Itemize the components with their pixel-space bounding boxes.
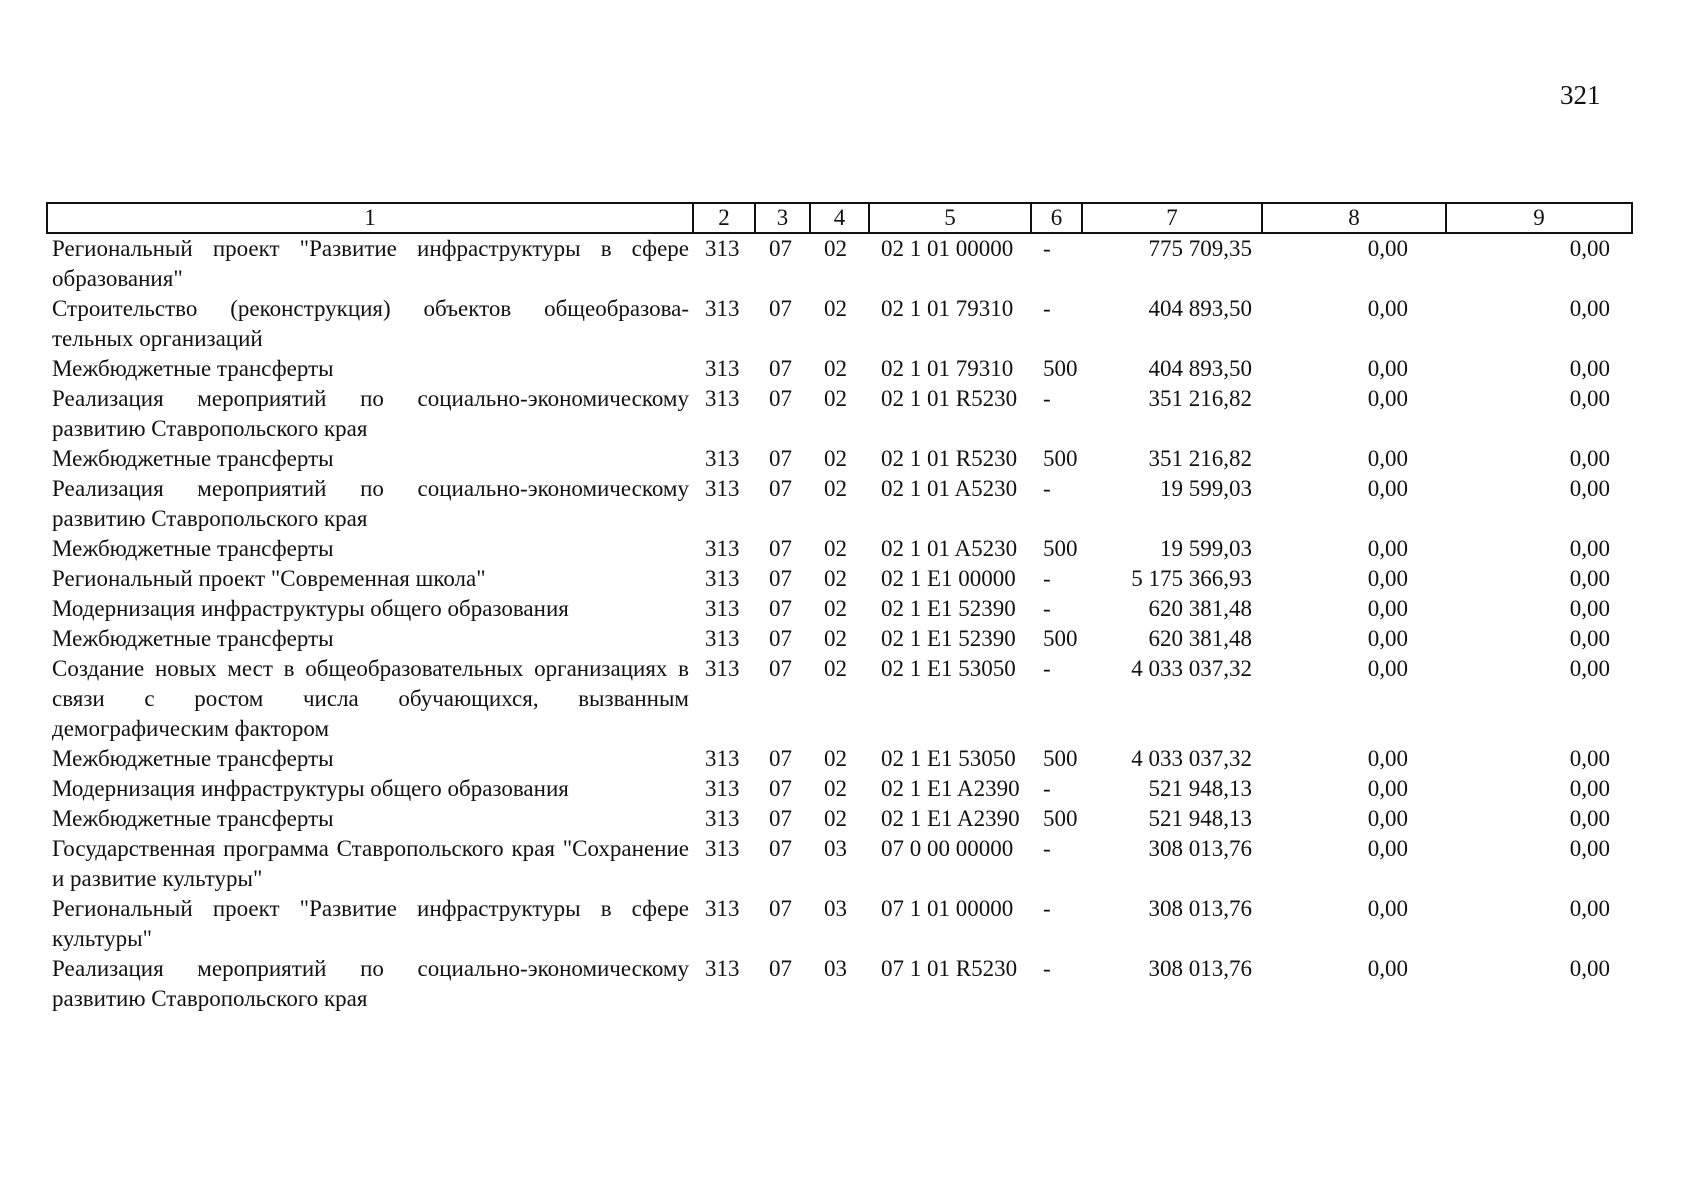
col6-value: 500	[1043, 806, 1078, 831]
col8-amount: 0,00	[1367, 626, 1408, 651]
col5-code: 07 1 01 R5230	[881, 956, 1018, 981]
col4-value: 02	[824, 656, 847, 681]
col5-code: 02 1 01 A5230	[881, 476, 1018, 501]
col4-value: 02	[824, 446, 847, 471]
col5-code: 02 1 E1 52390	[881, 626, 1016, 651]
col8-amount: 0,00	[1367, 566, 1408, 591]
col3-value: 07	[769, 836, 792, 861]
table-row	[47, 534, 1632, 564]
item-name: Региональный проект "Развитие инфраструктуры в сфере образования"	[52, 236, 689, 291]
col7-amount: 404 893,50	[1148, 296, 1252, 321]
item-name: Межбюджетные трансферты	[52, 446, 334, 471]
col9-amount: 0,00	[1569, 806, 1610, 831]
table-row	[47, 564, 1632, 594]
col2-value: 313	[705, 596, 740, 621]
col6-value: 500	[1043, 446, 1078, 471]
col6-value: -	[1043, 296, 1051, 321]
col9-amount: 0,00	[1569, 956, 1610, 981]
col7-amount: 308 013,76	[1148, 896, 1252, 921]
col4-value: 02	[824, 536, 847, 561]
col3-value: 07	[769, 776, 792, 801]
budget-table	[46, 202, 1633, 1014]
col2-value: 313	[705, 386, 740, 411]
col3-value: 07	[769, 446, 792, 471]
col4-value: 02	[824, 386, 847, 411]
table-row	[47, 654, 1632, 744]
item-name: Реализация мероприятий по социально-экономическому развитию Ставропольского края	[52, 956, 689, 1011]
table-row	[47, 474, 1632, 534]
col9-amount: 0,00	[1569, 776, 1610, 801]
table-row	[47, 804, 1632, 834]
column-header: 6	[1031, 203, 1082, 233]
col9-amount: 0,00	[1569, 386, 1610, 411]
col4-value: 03	[824, 836, 847, 861]
col8-amount: 0,00	[1367, 896, 1408, 921]
col8-amount: 0,00	[1367, 476, 1408, 501]
table-row	[47, 834, 1632, 894]
item-name: Модернизация инфраструктуры общего образования	[52, 596, 569, 621]
column-header: 5	[869, 203, 1031, 233]
col9-amount: 0,00	[1569, 446, 1610, 471]
item-name: Реализация мероприятий по социально-экономическому развитию Ставропольского края	[52, 386, 689, 441]
table-row	[47, 233, 1632, 294]
col4-value: 02	[824, 746, 847, 771]
item-name: Создание новых мест в общеобразовательных организациях в связи с ростом числа обучающихся, вызванным демографическим фактором	[52, 656, 689, 741]
column-header: 2	[693, 203, 755, 233]
col8-amount: 0,00	[1367, 656, 1408, 681]
col5-code: 02 1 01 00000	[881, 236, 1014, 261]
col9-amount: 0,00	[1569, 356, 1610, 381]
col7-amount: 620 381,48	[1148, 596, 1252, 621]
col8-amount: 0,00	[1367, 536, 1408, 561]
col4-value: 03	[824, 896, 847, 921]
col4-value: 02	[824, 776, 847, 801]
col5-code: 07 1 01 00000	[881, 896, 1014, 921]
col5-code: 02 1 E1 A2390	[881, 776, 1020, 801]
col9-amount: 0,00	[1569, 836, 1610, 861]
col9-amount: 0,00	[1569, 746, 1610, 771]
col4-value: 02	[824, 296, 847, 321]
table-row	[47, 354, 1632, 384]
item-name: Межбюджетные трансферты	[52, 626, 334, 651]
col9-amount: 0,00	[1569, 566, 1610, 591]
col7-amount: 308 013,76	[1148, 836, 1252, 861]
col3-value: 07	[769, 596, 792, 621]
col6-value: -	[1043, 896, 1051, 921]
col8-amount: 0,00	[1367, 386, 1408, 411]
col7-amount: 19 599,03	[1160, 476, 1252, 501]
item-name: Модернизация инфраструктуры общего образования	[52, 776, 569, 801]
col5-code: 07 0 00 00000	[881, 836, 1014, 861]
col4-value: 02	[824, 806, 847, 831]
column-header: 1	[47, 203, 693, 233]
col8-amount: 0,00	[1367, 956, 1408, 981]
column-header: 4	[810, 203, 869, 233]
col5-code: 02 1 01 R5230	[881, 446, 1018, 471]
col5-code: 02 1 E1 53050	[881, 746, 1016, 771]
col8-amount: 0,00	[1367, 296, 1408, 321]
col5-code: 02 1 E1 A2390	[881, 806, 1020, 831]
column-header: 3	[755, 203, 810, 233]
column-header: 8	[1262, 203, 1446, 233]
col8-amount: 0,00	[1367, 236, 1408, 261]
col3-value: 07	[769, 566, 792, 591]
col4-value: 02	[824, 476, 847, 501]
col7-amount: 521 948,13	[1148, 776, 1252, 801]
col5-code: 02 1 01 A5230	[881, 536, 1018, 561]
table-row	[47, 594, 1632, 624]
col3-value: 07	[769, 806, 792, 831]
table-row	[47, 624, 1632, 654]
col7-amount: 5 175 366,93	[1131, 566, 1252, 591]
col6-value: 500	[1043, 626, 1078, 651]
col2-value: 313	[705, 536, 740, 561]
col6-value: -	[1043, 386, 1051, 411]
table-row	[47, 294, 1632, 354]
col9-amount: 0,00	[1569, 596, 1610, 621]
col4-value: 02	[824, 596, 847, 621]
col9-amount: 0,00	[1569, 536, 1610, 561]
col9-amount: 0,00	[1569, 476, 1610, 501]
col2-value: 313	[705, 746, 740, 771]
col3-value: 07	[769, 236, 792, 261]
item-name: Межбюджетные трансферты	[52, 536, 334, 561]
col5-code: 02 1 E1 53050	[881, 656, 1016, 681]
col2-value: 313	[705, 656, 740, 681]
col5-code: 02 1 01 R5230	[881, 386, 1018, 411]
col9-amount: 0,00	[1569, 896, 1610, 921]
col7-amount: 4 033 037,32	[1131, 746, 1252, 771]
item-name: Межбюджетные трансферты	[52, 746, 334, 771]
col8-amount: 0,00	[1367, 836, 1408, 861]
col3-value: 07	[769, 746, 792, 771]
col3-value: 07	[769, 626, 792, 651]
col2-value: 313	[705, 566, 740, 591]
col5-code: 02 1 01 79310	[881, 356, 1014, 381]
col9-amount: 0,00	[1569, 296, 1610, 321]
col6-value: 500	[1043, 536, 1078, 561]
col7-amount: 620 381,48	[1148, 626, 1252, 651]
col2-value: 313	[705, 896, 740, 921]
col3-value: 07	[769, 386, 792, 411]
page-number: 321	[1560, 80, 1601, 110]
col7-amount: 775 709,35	[1148, 236, 1252, 261]
col6-value: -	[1043, 656, 1051, 681]
col5-code: 02 1 01 79310	[881, 296, 1014, 321]
col4-value: 03	[824, 956, 847, 981]
col2-value: 313	[705, 776, 740, 801]
col7-amount: 351 216,82	[1148, 446, 1252, 471]
col3-value: 07	[769, 476, 792, 501]
item-name: Строительство (реконструкция) объектов общеобразова-тельных организаций	[52, 296, 689, 351]
col9-amount: 0,00	[1569, 656, 1610, 681]
col3-value: 07	[769, 536, 792, 561]
col9-amount: 0,00	[1569, 626, 1610, 651]
col6-value: -	[1043, 236, 1051, 261]
item-name: Государственная программа Ставропольского края "Сохранение и развитие культуры"	[52, 836, 689, 891]
col2-value: 313	[705, 446, 740, 471]
col3-value: 07	[769, 296, 792, 321]
col2-value: 313	[705, 476, 740, 501]
col8-amount: 0,00	[1367, 446, 1408, 471]
col7-amount: 4 033 037,32	[1131, 656, 1252, 681]
col4-value: 02	[824, 626, 847, 651]
item-name: Региональный проект "Развитие инфраструктуры в сфере культуры"	[52, 896, 689, 951]
column-header: 7	[1082, 203, 1262, 233]
col8-amount: 0,00	[1367, 356, 1408, 381]
table-row	[47, 444, 1632, 474]
table-row	[47, 384, 1632, 444]
col6-value: -	[1043, 596, 1051, 621]
col8-amount: 0,00	[1367, 776, 1408, 801]
col2-value: 313	[705, 236, 740, 261]
column-header: 9	[1446, 203, 1632, 233]
budget-table-container	[46, 202, 1631, 1014]
col4-value: 02	[824, 236, 847, 261]
col6-value: -	[1043, 566, 1051, 591]
item-name: Региональный проект "Современная школа"	[52, 566, 486, 591]
col6-value: -	[1043, 476, 1051, 501]
col8-amount: 0,00	[1367, 596, 1408, 621]
col2-value: 313	[705, 836, 740, 861]
col6-value: -	[1043, 776, 1051, 801]
col3-value: 07	[769, 356, 792, 381]
col7-amount: 308 013,76	[1148, 956, 1252, 981]
col7-amount: 351 216,82	[1148, 386, 1252, 411]
col2-value: 313	[705, 356, 740, 381]
column-number-header-row	[47, 203, 1632, 233]
col2-value: 313	[705, 296, 740, 321]
col3-value: 07	[769, 656, 792, 681]
col6-value: -	[1043, 956, 1051, 981]
table-row	[47, 744, 1632, 774]
table-row	[47, 894, 1632, 954]
col5-code: 02 1 E1 00000	[881, 566, 1016, 591]
col8-amount: 0,00	[1367, 746, 1408, 771]
table-row	[47, 774, 1632, 804]
col6-value: 500	[1043, 356, 1078, 381]
col8-amount: 0,00	[1367, 806, 1408, 831]
col9-amount: 0,00	[1569, 236, 1610, 261]
table-body	[47, 233, 1632, 1014]
col2-value: 313	[705, 806, 740, 831]
item-name: Межбюджетные трансферты	[52, 806, 334, 831]
col3-value: 07	[769, 896, 792, 921]
col6-value: -	[1043, 836, 1051, 861]
col2-value: 313	[705, 626, 740, 651]
col4-value: 02	[824, 356, 847, 381]
col4-value: 02	[824, 566, 847, 591]
col7-amount: 521 948,13	[1148, 806, 1252, 831]
col7-amount: 404 893,50	[1148, 356, 1252, 381]
table-row	[47, 954, 1632, 1014]
col3-value: 07	[769, 956, 792, 981]
col6-value: 500	[1043, 746, 1078, 771]
col2-value: 313	[705, 956, 740, 981]
col5-code: 02 1 E1 52390	[881, 596, 1016, 621]
item-name: Реализация мероприятий по социально-экономическому развитию Ставропольского края	[52, 476, 689, 531]
item-name: Межбюджетные трансферты	[52, 356, 334, 381]
col7-amount: 19 599,03	[1160, 536, 1252, 561]
